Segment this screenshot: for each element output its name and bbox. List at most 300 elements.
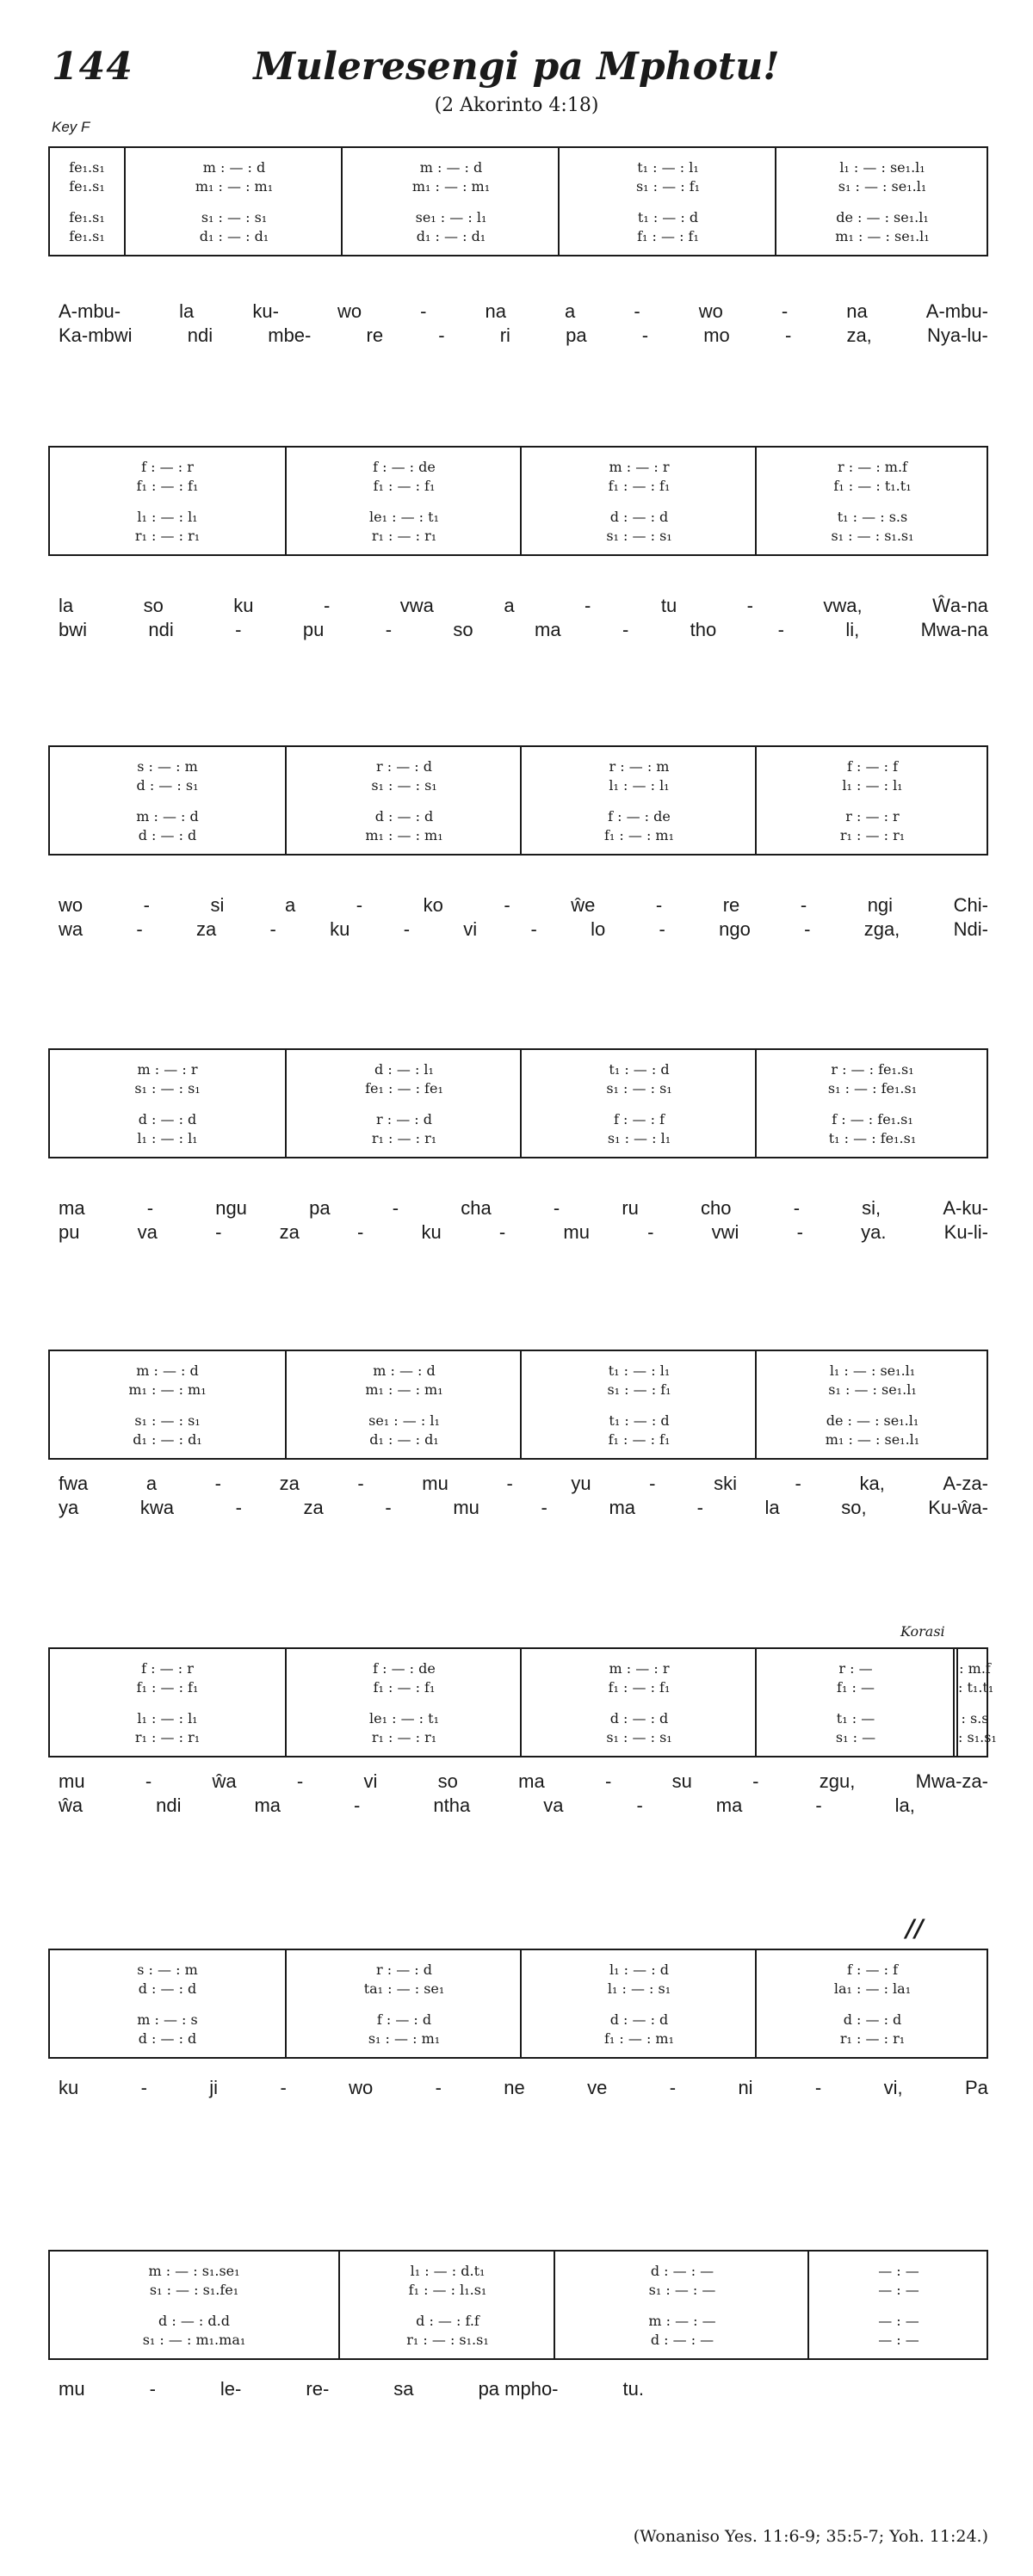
note-cell: r₁ : — : r₁	[134, 1728, 201, 1745]
note-cell: d : — : d	[138, 1980, 197, 1997]
lyric-verse-1	[59, 2377, 644, 2401]
syllable: vi,	[883, 2077, 903, 2098]
staff-8	[48, 2250, 988, 2360]
syllable: Ndi-	[953, 918, 988, 940]
measure	[50, 747, 285, 854]
measure	[755, 1950, 988, 2057]
measure	[755, 1649, 955, 1756]
chorus-pickup-bar	[953, 1649, 997, 1756]
syllable: sa	[393, 2378, 414, 2400]
syllable: ve	[587, 2077, 608, 2098]
syllable: zga,	[863, 918, 900, 940]
syllable: la	[764, 1497, 780, 1518]
staff-2	[48, 446, 988, 556]
syllable: -	[777, 619, 784, 640]
note-cell: m : — : s	[137, 2011, 198, 2028]
note-cell: s₁ : — : f₁	[607, 1381, 671, 1398]
note-cell: r₁ : — : s₁.s₁	[406, 2331, 489, 2348]
note-cell: — : —	[878, 2331, 919, 2348]
note-cell: l₁ : — : l₁	[842, 776, 903, 794]
syllable: ŵa	[59, 1795, 84, 1816]
syllable: -	[696, 1497, 703, 1518]
lyrics-5	[48, 1472, 988, 1523]
note-cell: s₁ : — : s₁	[606, 1079, 672, 1096]
note-cell: r : — : d	[375, 1961, 432, 1978]
note-cell: t₁ : — : d	[609, 1060, 670, 1078]
note-cell: m : — : r	[609, 1659, 670, 1677]
note-cell: m₁ : — : se₁.l₁	[835, 227, 930, 244]
note-cell: r₁ : — : r₁	[371, 1129, 437, 1146]
note-cell: f₁ : — : f₁	[637, 227, 699, 244]
syllable: vwa,	[823, 595, 863, 616]
syllable: ma	[518, 1770, 545, 1792]
measure	[285, 1649, 522, 1756]
syllable: A-mbu-	[59, 300, 121, 322]
syllable: -	[143, 894, 150, 916]
syllable: vwi	[711, 1221, 739, 1243]
note-cell: d : — : —	[650, 2331, 714, 2348]
syllable: ko	[423, 894, 443, 916]
note-cell: : m.f	[959, 1659, 991, 1677]
syllable: -	[504, 894, 510, 916]
measure	[755, 448, 988, 554]
measure	[520, 1050, 757, 1157]
lyrics-1	[48, 300, 988, 351]
note-cell: m : — : r	[609, 458, 670, 475]
syllable: -	[235, 619, 242, 640]
note-cell: d₁ : — : d₁	[199, 227, 269, 244]
staff-7	[48, 1949, 988, 2059]
staff-4	[48, 1048, 988, 1158]
note-cell: r : — : r	[845, 807, 900, 825]
syllable: ndi	[187, 324, 213, 346]
syllable: ndi	[156, 1795, 182, 1816]
note-cell: f₁ : — : f₁	[373, 1678, 436, 1696]
syllable: mu	[453, 1497, 479, 1518]
syllable: mbe-	[268, 324, 312, 346]
note-cell: r : — : d	[375, 1110, 432, 1127]
syllable: yu	[571, 1473, 591, 1494]
syllable: ka,	[859, 1473, 885, 1494]
syllable: ne	[504, 2077, 525, 2098]
syllable: -	[392, 1197, 399, 1219]
note-cell: f₁ : — : f₁	[136, 477, 199, 494]
note-cell: r₁ : — : r₁	[839, 826, 906, 843]
measure	[50, 1950, 285, 2057]
note-cell: f₁ : — : f₁	[608, 1430, 671, 1448]
measure	[520, 1351, 757, 1458]
syllable: A-mbu-	[925, 300, 988, 322]
note-cell: r₁ : — : r₁	[371, 1728, 437, 1745]
syllable: a	[145, 1473, 158, 1494]
note-cell: t₁ : — : l₁	[637, 158, 699, 176]
note-cell: d₁ : — : d₁	[416, 227, 486, 244]
syllable: -	[438, 324, 445, 346]
syllable: fwa	[59, 1473, 89, 1494]
syllable: -	[659, 918, 665, 940]
syllable: -	[795, 1473, 801, 1494]
note-cell: ta₁ : — : se₁	[363, 1980, 445, 1997]
lyric-verse-2	[59, 1496, 988, 1520]
measure	[755, 1050, 988, 1157]
syllable: ku	[233, 595, 254, 616]
note-cell: l₁ : — : l₁	[137, 1709, 198, 1727]
syllable: -	[506, 1473, 513, 1494]
note-cell: m : — : d	[136, 1362, 199, 1379]
syllable: Ku-ŵa-	[928, 1497, 988, 1518]
lyric-verse-2	[59, 917, 988, 942]
note-cell: m : — : s₁.se₁	[148, 2262, 240, 2279]
note-cell: f : — : de	[608, 807, 671, 825]
syllable: Nya-lu-	[926, 324, 988, 346]
breath-mark: //	[906, 1914, 924, 1943]
lyric-verse-1	[59, 300, 988, 324]
hymn-number: 144	[52, 45, 133, 89]
measure	[285, 1050, 522, 1157]
syllable: ri	[499, 324, 510, 346]
note-cell: f : — : f	[614, 1110, 665, 1127]
staff-5	[48, 1350, 988, 1460]
lyric-verse-2	[59, 1794, 988, 1818]
note-cell: s₁ : — : m₁.ma₁	[142, 2331, 246, 2348]
lyric-verse-1	[59, 893, 988, 917]
syllable: -	[781, 300, 789, 322]
syllable: la,	[894, 1795, 915, 1816]
note-cell: f₁ : — : f₁	[608, 1678, 671, 1696]
syllable: Ku-li-	[943, 1221, 988, 1243]
note-cell: s₁ : — : s₁	[371, 776, 437, 794]
measure	[285, 747, 522, 854]
syllable: so,	[841, 1497, 867, 1518]
note-cell: d : — : d	[138, 826, 197, 843]
staff-6	[48, 1647, 997, 1757]
syllable: za	[279, 1221, 300, 1243]
syllable: -	[385, 1497, 392, 1518]
note-cell: l₁ : — : d	[609, 1961, 669, 1978]
syllable: -	[357, 1221, 364, 1243]
pickup-bar	[50, 148, 124, 255]
syllable: wa	[59, 918, 84, 940]
syllable: mo	[703, 324, 730, 346]
cross-reference: (Wonaniso Yes. 11:6-9; 35:5-7; Yoh. 11:24.)	[633, 2527, 988, 2546]
syllable: ya	[59, 1497, 79, 1518]
note-cell: : s₁.s₁	[958, 1728, 997, 1745]
syllable: re	[722, 894, 740, 916]
measure	[520, 448, 757, 554]
note-cell: m₁ : — : m₁	[365, 826, 443, 843]
syllable: ŵe	[571, 894, 596, 916]
syllable: -	[435, 2077, 442, 2098]
hymn-title: Muleresengi pa Mphotu!	[253, 45, 780, 89]
syllable: -	[530, 918, 537, 940]
chorus-marking: Korasi	[900, 1623, 945, 1640]
lyric-verse-1	[59, 1472, 988, 1496]
note-cell: l₁ : — : l₁	[137, 1129, 198, 1146]
note-cell: f : — : fe₁.s₁	[832, 1110, 913, 1127]
measure	[554, 2252, 809, 2358]
note-cell: fe₁.s₁	[69, 177, 105, 195]
note-cell: d : — : —	[650, 2262, 714, 2279]
measure	[50, 448, 285, 554]
syllable: ntha	[433, 1795, 471, 1816]
syllable: Mwa-na	[920, 619, 988, 640]
syllable: -	[784, 324, 792, 346]
note-cell: m₁ : — : m₁	[411, 177, 491, 195]
note-cell: r : —	[838, 1659, 873, 1677]
note-cell: d : — : s₁	[136, 776, 199, 794]
note-cell: f₁ : — : f₁	[373, 477, 436, 494]
syllable: li,	[845, 619, 860, 640]
note-cell: r : — : m	[609, 757, 670, 775]
note-cell: t₁ : —	[836, 1709, 875, 1727]
syllable: so	[437, 1770, 458, 1792]
lyric-verse-1	[59, 1196, 988, 1220]
note-cell: f : — : f	[847, 1961, 898, 1978]
syllable: a	[284, 894, 296, 916]
syllable: ji	[209, 2077, 219, 2098]
note-cell: m₁ : — : m₁	[195, 177, 274, 195]
syllable: -	[634, 300, 640, 322]
note-cell: r₁ : — : r₁	[371, 527, 437, 544]
syllable: cha	[461, 1197, 492, 1219]
syllable: -	[605, 1770, 612, 1792]
measure	[50, 1351, 285, 1458]
syllable: za	[196, 918, 217, 940]
note-cell: d : — : d	[138, 2029, 197, 2047]
note-cell: f₁ : — : f₁	[136, 1678, 199, 1696]
syllable: -	[622, 619, 629, 640]
measure	[520, 747, 757, 854]
measure	[124, 148, 343, 255]
note-cell: s₁ : — : s₁	[201, 208, 268, 225]
note-cell: t₁ : — : fe₁.s₁	[828, 1129, 917, 1146]
syllable: Ka-mbwi	[59, 324, 133, 346]
syllable: kwa	[139, 1497, 174, 1518]
syllable: so	[143, 595, 164, 616]
syllable: -	[146, 1197, 154, 1219]
syllable: wo	[698, 300, 723, 322]
note-cell: f₁ : — : l₁.s₁	[408, 2281, 487, 2298]
syllable: vwa	[399, 595, 434, 616]
note-cell: s₁ : — : s₁	[134, 1079, 201, 1096]
syllable: -	[655, 894, 663, 916]
note-cell: s₁ : — : se₁.l₁	[828, 1381, 917, 1398]
note-cell: t₁ : — : d	[609, 1412, 670, 1429]
syllable: -	[649, 1473, 656, 1494]
note-cell: s₁ : — : l₁	[607, 1129, 671, 1146]
note-cell: s₁ : — : se₁.l₁	[838, 177, 927, 195]
syllable: na	[846, 300, 868, 322]
note-cell: d : — : d.d	[158, 2312, 230, 2329]
measure	[520, 1649, 757, 1756]
note-cell: l₁ : — : se₁.l₁	[839, 158, 925, 176]
note-cell: f₁ : — : f₁	[608, 477, 671, 494]
measure	[50, 2252, 338, 2358]
note-cell: f : — : f	[847, 757, 898, 775]
note-cell: d : — : d	[843, 2011, 902, 2028]
syllable: Ŵa-na	[932, 595, 988, 616]
syllable: -	[385, 619, 393, 640]
syllable: -	[280, 2077, 287, 2098]
syllable: si	[210, 894, 225, 916]
note-cell: f₁ : —	[837, 1678, 875, 1696]
note-cell: m : — : d	[136, 807, 199, 825]
note-cell: se₁ : — : l₁	[368, 1412, 440, 1429]
syllable: Mwa-za-	[915, 1770, 988, 1792]
note-cell: t₁ : — : s.s	[837, 508, 908, 525]
measure	[50, 1649, 285, 1756]
syllable: wo	[59, 894, 84, 916]
note-cell: m : — : d	[202, 158, 266, 176]
note-cell: d : — : d	[609, 1709, 669, 1727]
note-cell: m : — : r	[137, 1060, 198, 1078]
syllable: lo	[591, 918, 606, 940]
note-cell: l₁ : — : d.t₁	[410, 2262, 486, 2279]
note-cell: s₁ : — : —	[648, 2281, 716, 2298]
note-cell: d : — : d	[609, 508, 669, 525]
lyrics-3	[48, 893, 988, 945]
measure	[50, 1050, 285, 1157]
note-cell: l₁ : — : l₁	[609, 776, 670, 794]
note-cell: r : — : d	[375, 757, 432, 775]
syllable: ngo	[719, 918, 751, 940]
syllable: -	[269, 918, 276, 940]
note-cell: de : — : se₁.l₁	[836, 208, 929, 225]
syllable: -	[214, 1473, 221, 1494]
syllable: -	[145, 1770, 152, 1792]
note-cell: d : — : d	[374, 807, 434, 825]
syllable: le-	[220, 2378, 242, 2400]
syllable: -	[647, 1221, 654, 1243]
note-cell: d : — : l₁	[374, 1060, 434, 1078]
syllable: ski	[714, 1473, 737, 1494]
note-cell: t₁ : — : l₁	[608, 1362, 671, 1379]
syllable: vi	[463, 918, 478, 940]
lyrics-7	[48, 2076, 988, 2128]
syllable: la	[179, 300, 195, 322]
measure	[775, 148, 988, 255]
syllable: su	[671, 1770, 692, 1792]
syllable: -	[746, 595, 753, 616]
syllable: -	[323, 595, 331, 616]
syllable: -	[140, 2077, 147, 2098]
syllable: mu	[59, 1770, 85, 1792]
note-cell: r : — : m.f	[838, 458, 907, 475]
note-cell: m₁ : — : se₁.l₁	[825, 1430, 920, 1448]
note-cell: l₁ : — : l₁	[137, 508, 198, 525]
note-cell: s₁ : — : s₁	[606, 527, 672, 544]
syllable: ni	[738, 2077, 753, 2098]
syllable: -	[804, 918, 811, 940]
lyric-verse-2	[59, 618, 988, 642]
syllable: A-ku-	[943, 1197, 988, 1219]
syllable: -	[793, 1197, 801, 1219]
syllable: ŵa	[212, 1770, 237, 1792]
note-cell: m : — : d	[373, 1362, 436, 1379]
measure	[285, 448, 522, 554]
syllable: zgu,	[819, 1770, 856, 1792]
syllable: pa	[566, 324, 587, 346]
syllable: na	[485, 300, 506, 322]
note-cell: r₁ : — : r₁	[134, 527, 201, 544]
syllable: tho	[690, 619, 717, 640]
lyric-verse-2	[59, 1220, 988, 1245]
syllable: tu.	[622, 2378, 644, 2400]
syllable: wo	[349, 2077, 374, 2098]
syllable: mu	[422, 1473, 448, 1494]
syllable: -	[815, 1795, 822, 1816]
lyrics-2	[48, 594, 988, 646]
scripture-reference: (2 Akorinto 4:18)	[434, 95, 599, 116]
syllable: ma	[609, 1497, 635, 1518]
syllable: A-za-	[943, 1473, 988, 1494]
lyric-verse-1	[59, 594, 988, 618]
syllable: ndi	[148, 619, 174, 640]
syllable: Pa	[964, 2077, 988, 2098]
note-cell: m : — : —	[648, 2312, 716, 2329]
syllable: -	[498, 1221, 506, 1243]
syllable: ma	[715, 1795, 743, 1816]
measure	[520, 1950, 757, 2057]
syllable: la	[59, 595, 74, 616]
syllable: -	[296, 1770, 304, 1792]
note-cell: s : — : m	[137, 757, 198, 775]
note-cell: l₁ : — : s₁	[607, 1980, 671, 1997]
note-cell: f₁ : — : m₁	[603, 826, 675, 843]
syllable: -	[796, 1221, 803, 1243]
syllable: -	[354, 1795, 361, 1816]
syllable: -	[420, 300, 427, 322]
note-cell: fe₁.s₁	[69, 227, 105, 244]
syllable: a	[504, 595, 515, 616]
note-cell: f : — : r	[141, 458, 194, 475]
syllable: -	[585, 595, 591, 616]
syllable: so	[453, 619, 473, 640]
note-cell: s₁ : — : s₁	[606, 1728, 672, 1745]
syllable: -	[235, 1497, 242, 1518]
note-cell: d : — : d	[609, 2011, 669, 2028]
syllable: -	[149, 2378, 156, 2400]
lyric-verse-1	[59, 1770, 988, 1794]
syllable: Chi-	[953, 894, 988, 916]
note-cell: : s.s	[961, 1709, 989, 1727]
measure	[807, 2252, 988, 2358]
syllable: bwi	[59, 619, 88, 640]
syllable: -	[800, 894, 807, 916]
syllable: ma	[59, 1197, 85, 1219]
note-cell: m₁ : — : m₁	[365, 1381, 443, 1398]
syllable: ku	[421, 1221, 442, 1243]
note-cell: le₁ : — : t₁	[369, 508, 439, 525]
note-cell: fe₁ : — : fe₁	[365, 1079, 443, 1096]
syllable: tu	[660, 595, 677, 616]
note-cell: r : — : fe₁.s₁	[831, 1060, 914, 1078]
syllable: -	[357, 1473, 364, 1494]
syllable: -	[356, 894, 363, 916]
syllable: ma	[535, 619, 561, 640]
lyric-verse-1	[59, 2076, 988, 2100]
lyrics-6	[48, 1770, 988, 1821]
note-cell: s₁ : —	[835, 1728, 876, 1745]
measure	[755, 1351, 988, 1458]
measure	[558, 148, 776, 255]
note-cell: s₁ : — : s₁.s₁	[831, 527, 914, 544]
syllable: -	[541, 1497, 547, 1518]
syllable: pu	[59, 1221, 80, 1243]
note-cell: s₁ : — : fe₁.s₁	[827, 1079, 918, 1096]
syllable: ngu	[215, 1197, 247, 1219]
note-cell: — : —	[878, 2281, 919, 2298]
